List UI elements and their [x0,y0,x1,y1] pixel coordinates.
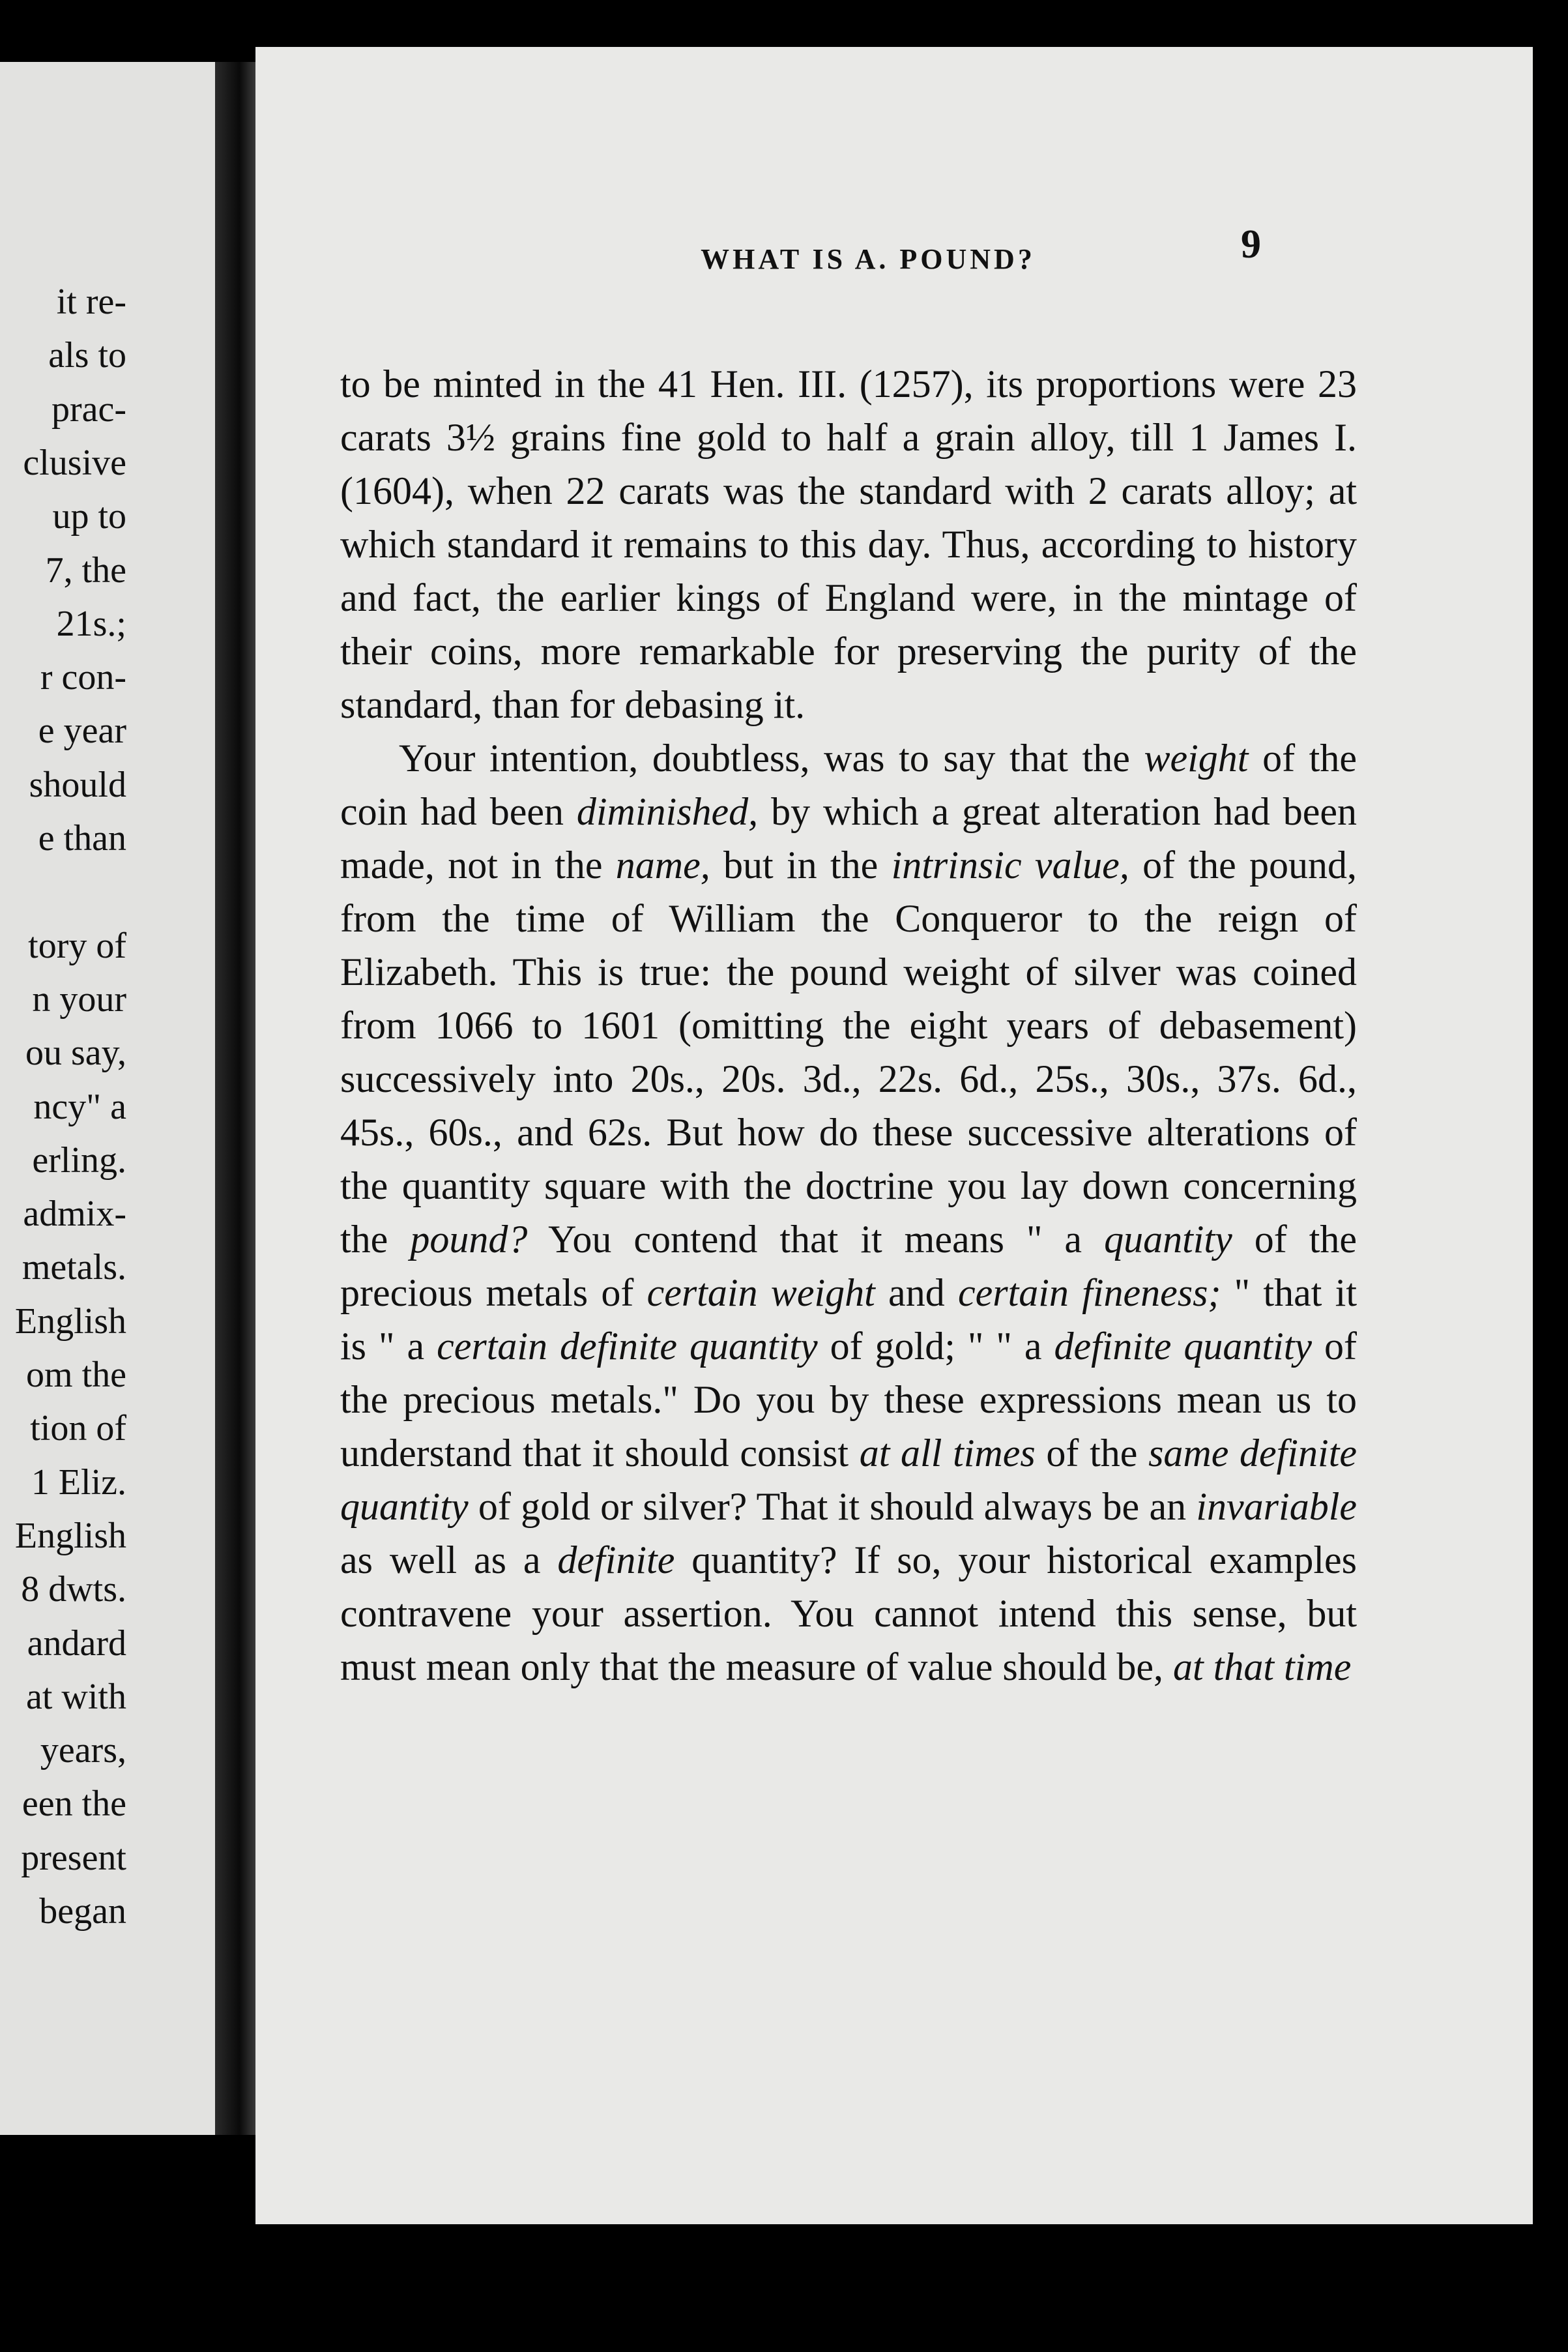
text-run: and [875,1271,958,1314]
text-run: of the coin had been [340,737,1357,833]
left-page-line: 1 Eliz. [31,1462,126,1503]
running-title: WHAT IS A. POUND? [701,243,1036,275]
italic-run: definite [557,1538,675,1581]
text-run: as well as a [340,1538,558,1581]
text-run: of the precious metals." Do you by these expressions mean us to understand that it should consist [340,1325,1357,1475]
left-page-line: at with [26,1676,126,1717]
text-run: but in the [710,844,892,887]
text-run: to be minted in the 41 Hen. III. (1257), its proportions were 23 carats 3½ grains fine gold to half a grain alloy, till 1 James I. (1604), when 22 carats was the standard with 2 carats alloy; at which standard it remains to this day. Thus, according to history and fact, the earlier kings of England were, in the mintage of their coins, more remarkable for preserving the purity of the standard, than for debasing it. [340,362,1357,726]
italic-run: pound? [410,1218,528,1261]
left-page-line: tory of [28,925,126,966]
left-page-line: years, [40,1730,126,1771]
left-page-line: 8 dwts. [21,1569,126,1610]
left-page-line: andard [27,1623,126,1664]
left-page-line: tion of [30,1408,126,1449]
left-page-line: e year [38,711,126,752]
left-page-line: English [14,1301,126,1342]
right-page [255,47,1533,2224]
left-page-line: it re- [56,282,126,322]
body-text [340,357,1357,1694]
text-run: of gold or silver? That it should always be an [468,1485,1197,1528]
left-page-line: als to [48,335,126,376]
text-run: quantity? If so, your historical examples contravene your assertion. You cannot intend this sense, but must mean only that the measure of value should be, [340,1538,1357,1688]
left-page-line: e than [38,818,126,859]
left-page-fragment [0,62,215,2135]
italic-run: weight [1144,737,1249,780]
text-run: " that it is " a [340,1271,1357,1368]
left-page-line: began [39,1891,126,1932]
italic-run: definite quantity [1054,1325,1313,1368]
italic-run: certain definite quantity [437,1325,818,1368]
left-page-line: should [29,764,126,805]
page-number: 9 [1241,222,1261,267]
left-page-line: admix- [23,1194,126,1235]
paragraph-1 [340,357,1357,731]
text-run: of the pound, from the time of William the Conqueror to the reign of Elizabeth. This is true: the pound weight of silver was coined from 1066 to 1601 (omitting the eight years of debasement) successively into 20s., 20s. 3d., 22s. 6d., 25s., 30s., 37s. 6d., 45s., 60s., and 62s. But how do these successive alterations of the quantity square with the doctrine you lay down concerning the [340,844,1357,1261]
left-page-line: English [14,1515,126,1556]
left-page-line: n your [32,978,126,1020]
italic-run: at that time [1173,1645,1352,1688]
italic-run: same definite quantity [340,1432,1357,1528]
left-page-line: prac- [51,389,126,430]
text-run: of the [1035,1432,1149,1475]
italic-run: name, [615,844,710,887]
italic-run: certain weight [646,1271,875,1314]
left-page-line: ncy" a [33,1086,126,1127]
left-page-line: up to [52,496,126,537]
italic-run: invariable [1196,1485,1357,1528]
italic-run: certain fineness; [957,1271,1221,1314]
book-gutter [215,62,255,2135]
left-page-line: een the [22,1784,126,1825]
left-page-line: erling. [32,1139,126,1181]
left-page-line: 7, the [45,550,126,591]
left-page-line: 21s.; [56,603,126,644]
left-page-line: present [21,1837,126,1878]
text-run: Your intention, doubtless, was to say that the [399,737,1144,780]
text-run: of the precious metals of [340,1218,1357,1314]
italic-run: diminished, [576,790,759,833]
left-page-line: r con- [40,657,126,698]
italic-run: quantity [1104,1218,1232,1261]
italic-run: intrinsic value, [891,844,1129,887]
italic-run: at all times [859,1432,1036,1475]
text-run: You contend that it means " a [527,1218,1105,1261]
left-page-line: om the [26,1355,126,1395]
left-page-line: ou say, [25,1033,126,1074]
text-run: by which a great alteration had been made, not in the [340,790,1357,887]
left-page-line: clusive [23,442,126,483]
text-run: of gold; " " a [817,1325,1054,1368]
left-page-line: metals. [22,1247,126,1288]
paragraph-2 [340,731,1357,1694]
